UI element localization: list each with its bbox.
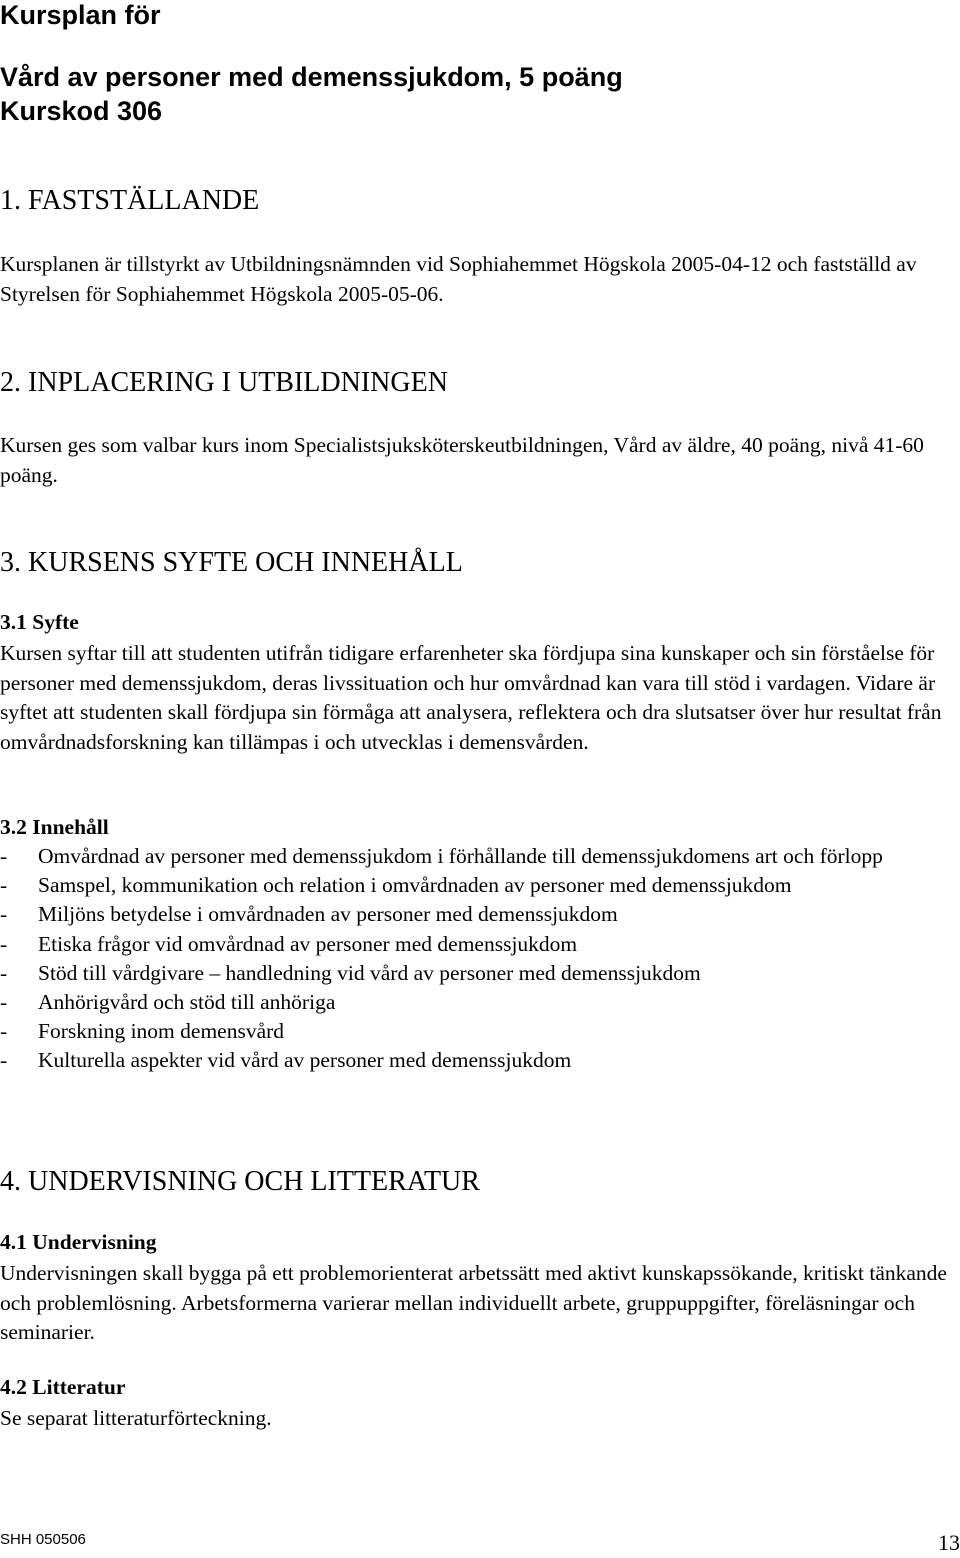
list-item: - Forskning inom demensvård bbox=[0, 1019, 285, 1044]
list-item: - Kulturella aspekter vid vård av personer med demenssjukdom bbox=[0, 1048, 572, 1073]
page-number: 13 bbox=[938, 1530, 960, 1555]
section-1-heading: 1. FASTSTÄLLANDE bbox=[0, 185, 260, 216]
section-3-2-heading: 3.2 Innehåll bbox=[0, 815, 109, 839]
section-4-1-heading: 4.1 Undervisning bbox=[0, 1230, 157, 1254]
course-code: Kurskod 306 bbox=[0, 96, 163, 126]
list-item: - Omvårdnad av personer med demenssjukdom i förhållande till demenssjukdomens art och förlopp bbox=[0, 844, 883, 868]
list-item: - Etiska frågor vid omvårdnad av personer med demenssjukdom bbox=[0, 931, 578, 956]
section-1-text: Kursplanen är tillstyrkt av Utbildningsnämnden vid Sophiahemmet Högskola 2005-04-12 och fastställd av Styrelsen för Sophiahemmet Högskola 2005-05-06. bbox=[0, 252, 917, 306]
section-3-heading: 3. KURSENS SYFTE OCH INNEHÅLL bbox=[0, 547, 463, 578]
section-4-1-text: Undervisningen skall bygga på ett problemorienterat arbetssätt med aktivt kunskapssökande, kritiskt tänkande och problemlösning. Arbetsformerna varierar mellan individuellt arbete, gruppuppgifter, föreläsningar och seminarier. bbox=[0, 1261, 947, 1344]
section-3-1-heading: 3.1 Syfte bbox=[0, 610, 79, 634]
section-2-text: Kursen ges som valbar kurs inom Specialistsjuksköterskeutbildningen, Vård av äldre, 40 poäng, nivå 41-60 poäng. bbox=[0, 433, 924, 487]
section-4-2-heading: 4.2 Litteratur bbox=[0, 1375, 126, 1399]
list-item: - Miljöns betydelse i omvårdnaden av personer med demenssjukdom bbox=[0, 902, 618, 927]
list-item: - Anhörigvård och stöd till anhöriga bbox=[0, 990, 336, 1015]
course-title: Vård av personer med demenssjukdom, 5 poäng bbox=[0, 62, 623, 92]
section-3-1-text: Kursen syftar till att studenten utifrån tidigare erfarenheter ska fördjupa sina kunskaper och sin förståelse för personer med demenssjukdom, deras livssituation och hur omvårdnad kan vara till stöd i vardagen. Vidare är syftet att studenten skall fördjupa sin förmåga att analysera, reflektera och dra slutsatser över hur resultat från omvårdnadsforskning kan tillämpas i och utvecklas i demensvården. bbox=[0, 641, 942, 754]
content-list bbox=[0, 842, 958, 1076]
section-2-heading: 2. INPLACERING I UTBILDNINGEN bbox=[0, 367, 448, 398]
list-item: - Samspel, kommunikation och relation i omvårdnaden av personer med demenssjukdom bbox=[0, 873, 792, 898]
footer-code: SHH 050506 bbox=[0, 1531, 86, 1548]
course-plan-label: Kursplan för bbox=[0, 0, 161, 30]
list-item: - Stöd till vårdgivare – handledning vid vård av personer med demenssjukdom bbox=[0, 960, 701, 985]
section-4-2-text: Se separat litteraturförteckning. bbox=[0, 1406, 272, 1430]
section-4-heading: 4. UNDERVISNING OCH LITTERATUR bbox=[0, 1166, 480, 1197]
